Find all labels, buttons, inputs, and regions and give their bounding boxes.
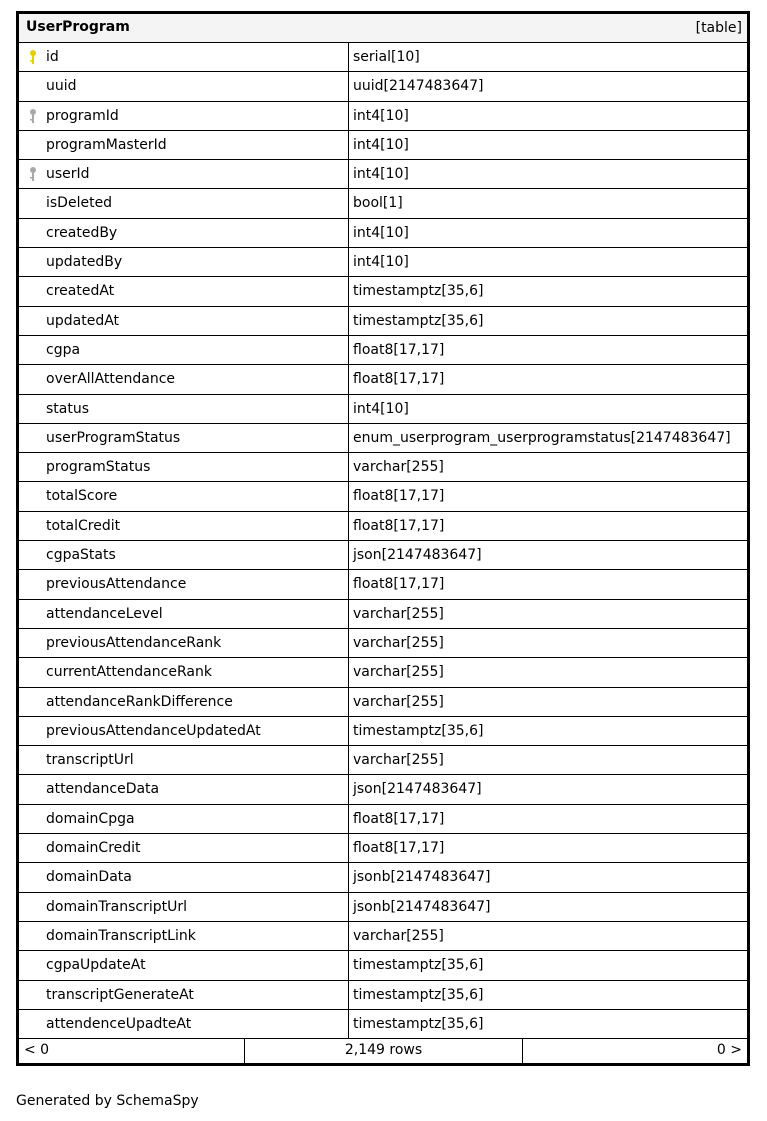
column-name[interactable]: attendenceUpadteAt: [46, 1015, 192, 1032]
table-row: [19, 922, 747, 951]
column-type: jsonb[2147483647]: [353, 898, 491, 915]
column-type: varchar[255]: [353, 605, 444, 622]
table-row: [19, 365, 747, 394]
column-name[interactable]: cgpa: [46, 341, 81, 358]
column-name[interactable]: previousAttendanceUpdatedAt: [46, 722, 261, 739]
column-name-cell: [19, 277, 349, 305]
column-name-cell: [19, 805, 349, 833]
primary-key-icon: [27, 49, 39, 65]
column-name[interactable]: status: [46, 400, 90, 417]
table-row: [19, 834, 747, 863]
table-row: [19, 746, 747, 775]
column-name[interactable]: programMasterId: [46, 136, 167, 153]
column-type: varchar[255]: [353, 693, 444, 710]
table-kind: [table]: [695, 20, 742, 36]
table-row: [19, 688, 747, 717]
column-type: float8[17,17]: [353, 371, 445, 388]
column-name[interactable]: isDeleted: [46, 195, 113, 212]
table-row: [19, 600, 747, 629]
column-name-cell: [19, 688, 349, 716]
column-name-cell: [19, 981, 349, 1009]
parent-count[interactable]: < 0: [19, 1039, 245, 1063]
table-row: [19, 307, 747, 336]
column-name[interactable]: id: [46, 49, 59, 65]
column-name[interactable]: totalScore: [46, 488, 118, 505]
table-row: [19, 453, 747, 482]
column-name-cell: [19, 72, 349, 100]
column-type: timestamptz[35,6]: [353, 986, 484, 1003]
column-name-cell: [19, 570, 349, 598]
table-row: [19, 277, 747, 306]
table-row: [19, 336, 747, 365]
column-name[interactable]: domainTranscriptUrl: [46, 898, 188, 915]
column-type: json[2147483647]: [353, 547, 482, 564]
column-type: timestamptz[35,6]: [353, 957, 484, 974]
table-row: [19, 72, 747, 101]
column-name-cell: [19, 863, 349, 891]
column-name-cell: [19, 424, 349, 452]
column-type: float8[17,17]: [353, 488, 445, 505]
column-name-cell: [19, 219, 349, 247]
table-row: [19, 629, 747, 658]
column-name[interactable]: domainCredit: [46, 840, 141, 857]
column-type: timestamptz[35,6]: [353, 283, 484, 300]
column-name[interactable]: updatedBy: [46, 254, 123, 271]
column-name-cell: [19, 131, 349, 159]
foreign-key-icon: [27, 108, 39, 124]
table-row: [19, 395, 747, 424]
column-name-cell: [19, 365, 349, 393]
column-type: jsonb[2147483647]: [353, 869, 491, 886]
table-row: [19, 424, 747, 453]
column-type: timestamptz[35,6]: [353, 312, 484, 329]
table-row: [19, 951, 747, 980]
table-row: [19, 219, 747, 248]
column-name[interactable]: totalCredit: [46, 517, 121, 534]
column-name-cell: [19, 717, 349, 745]
column-name-cell: [19, 658, 349, 686]
column-name[interactable]: createdAt: [46, 283, 115, 300]
column-name[interactable]: attendanceRankDifference: [46, 693, 233, 710]
column-type: int4[10]: [353, 136, 409, 153]
column-name-cell: [19, 512, 349, 540]
column-name-cell: [19, 600, 349, 628]
column-name[interactable]: createdBy: [46, 224, 118, 241]
column-type: json[2147483647]: [353, 781, 482, 798]
table-row: [19, 805, 747, 834]
column-name-cell: [19, 453, 349, 481]
column-name-cell: [19, 541, 349, 569]
column-name[interactable]: domainData: [46, 869, 132, 886]
column-type: varchar[255]: [353, 927, 444, 944]
column-name[interactable]: attendanceData: [46, 781, 160, 798]
column-type: timestamptz[35,6]: [353, 722, 484, 739]
column-name-cell: [19, 1010, 349, 1038]
column-type: bool[1]: [353, 195, 403, 212]
column-name-cell: [19, 248, 349, 276]
table-header: [19, 14, 747, 43]
column-type: varchar[255]: [353, 752, 444, 769]
table-row: [19, 775, 747, 804]
column-type: timestamptz[35,6]: [353, 1015, 484, 1032]
table-row: [19, 717, 747, 746]
column-type: int4[10]: [353, 254, 409, 271]
column-name[interactable]: overAllAttendance: [46, 371, 176, 388]
column-name[interactable]: cgpaUpdateAt: [46, 957, 146, 974]
column-name[interactable]: attendanceLevel: [46, 605, 163, 622]
table-row: [19, 482, 747, 511]
table-footer: [19, 1039, 747, 1063]
column-name[interactable]: userId: [46, 166, 90, 183]
table-row: [19, 570, 747, 599]
column-name-cell: [19, 43, 349, 71]
column-type: float8[17,17]: [353, 576, 445, 593]
column-type: serial[10]: [353, 49, 420, 65]
column-name-cell: [19, 746, 349, 774]
column-name-cell: [19, 922, 349, 950]
foreign-key-icon: [27, 166, 39, 182]
column-name-cell: [19, 189, 349, 217]
column-type: int4[10]: [353, 107, 409, 124]
column-name-cell: [19, 775, 349, 803]
table-row: [19, 541, 747, 570]
table-row: [19, 131, 747, 160]
child-count[interactable]: 0 >: [716, 1042, 742, 1059]
column-name[interactable]: updatedAt: [46, 312, 120, 329]
column-type: float8[17,17]: [353, 341, 445, 358]
column-name[interactable]: programId: [46, 107, 119, 124]
schema-table: [16, 11, 750, 1066]
column-name[interactable]: currentAttendanceRank: [46, 664, 212, 681]
column-name[interactable]: programStatus: [46, 459, 151, 476]
table-row: [19, 1010, 747, 1039]
column-name-cell: [19, 395, 349, 423]
generated-by-text: Generated by SchemaSpy: [16, 1093, 199, 1109]
column-type: int4[10]: [353, 166, 409, 183]
column-type: uuid[2147483647]: [353, 78, 484, 95]
column-type: varchar[255]: [353, 634, 444, 651]
table-row: [19, 160, 747, 189]
table-row: [19, 893, 747, 922]
column-type: float8[17,17]: [353, 517, 445, 534]
column-name-cell: [19, 336, 349, 364]
column-name[interactable]: transcriptUrl: [46, 752, 134, 769]
column-type: float8[17,17]: [353, 840, 445, 857]
column-type: varchar[255]: [353, 664, 444, 681]
column-name-cell: [19, 482, 349, 510]
column-type: int4[10]: [353, 400, 409, 417]
column-name[interactable]: userProgramStatus: [46, 429, 181, 446]
column-name-cell: [19, 160, 349, 188]
column-type: float8[17,17]: [353, 810, 445, 827]
table-row: [19, 512, 747, 541]
table-row: [19, 102, 747, 131]
column-type: varchar[255]: [353, 459, 444, 476]
table-name[interactable]: UserProgram: [26, 19, 130, 35]
column-list: [19, 43, 747, 1039]
column-name[interactable]: previousAttendanceRank: [46, 634, 222, 651]
column-name[interactable]: uuid: [46, 78, 77, 95]
column-name-cell: [19, 307, 349, 335]
column-name[interactable]: transcriptGenerateAt: [46, 986, 194, 1003]
column-name[interactable]: cgpaStats: [46, 547, 116, 564]
column-type: int4[10]: [353, 224, 409, 241]
column-type: enum_userprogram_userprogramstatus[2147483647]: [353, 429, 731, 446]
column-name[interactable]: previousAttendance: [46, 576, 187, 593]
table-row: [19, 189, 747, 218]
table-row: [19, 43, 747, 72]
row-count: 2,149 rows: [245, 1039, 523, 1063]
column-name-cell: [19, 951, 349, 979]
table-row: [19, 248, 747, 277]
table-row: [19, 863, 747, 892]
column-name-cell: [19, 629, 349, 657]
column-name-cell: [19, 834, 349, 862]
column-name-cell: [19, 893, 349, 921]
column-name-cell: [19, 102, 349, 130]
table-row: [19, 658, 747, 687]
column-name[interactable]: domainCpga: [46, 810, 135, 827]
table-row: [19, 981, 747, 1010]
column-name[interactable]: domainTranscriptLink: [46, 927, 196, 944]
